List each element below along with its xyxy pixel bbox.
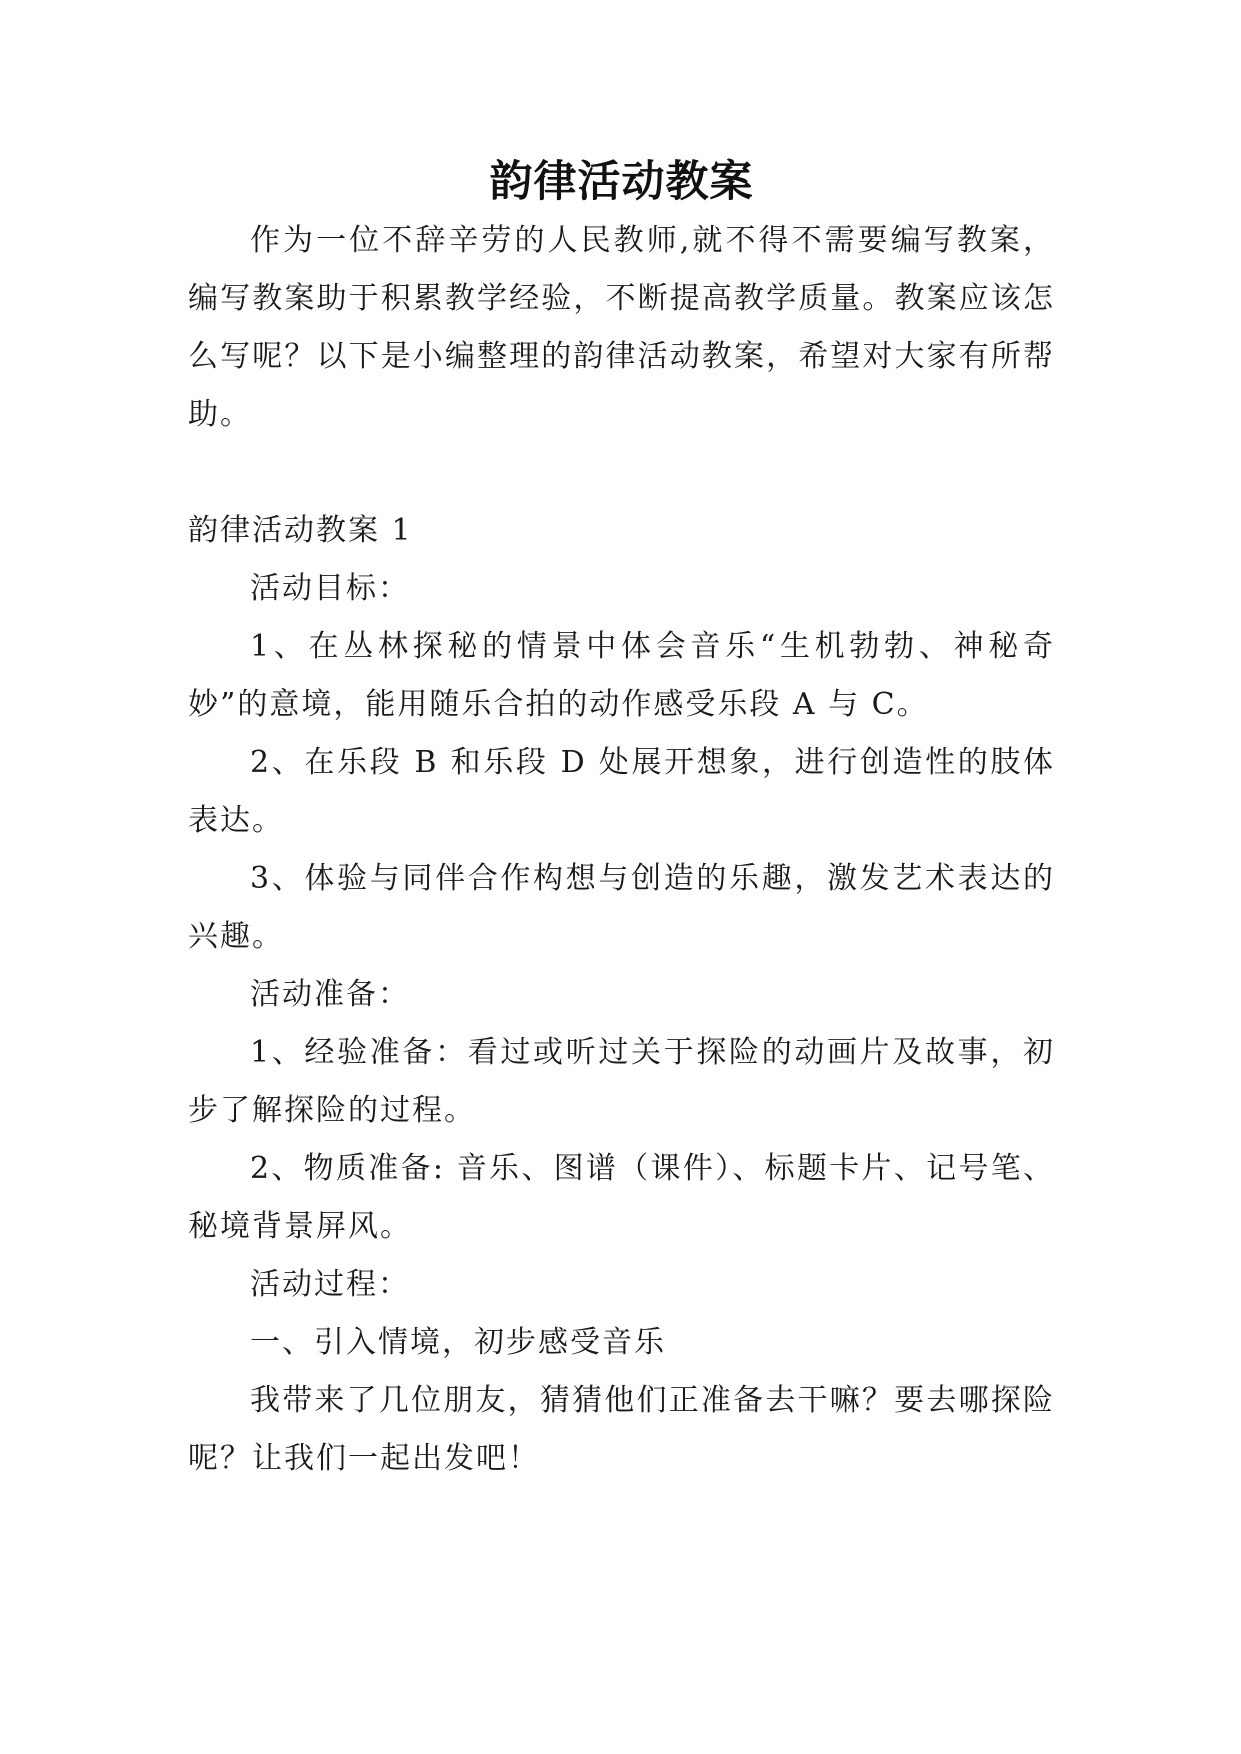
- process-heading: 活动过程：: [250, 1267, 410, 1302]
- process-step-1: 一、引入情境，初步感受音乐: [250, 1325, 666, 1360]
- section-heading: 韵律活动教案 1: [188, 513, 413, 548]
- goal-item-3: 3、体验与同伴合作构想与创造的乐趣，激发艺术表达的兴趣。: [188, 861, 1055, 954]
- goal-heading: 活动目标：: [250, 571, 410, 606]
- preparation-heading: 活动准备：: [250, 977, 410, 1012]
- preparation-item-2: 2、物质准备: 音乐、图谱（课件）、标题卡片、记号笔、秘境背景屏风。: [188, 1151, 1055, 1244]
- goal-item-2: 2、在乐段 B 和乐段 D 处展开想象，进行创造性的肢体表达。: [188, 745, 1055, 838]
- intro-paragraph: 作为一位不辞辛劳的人民教师,就不得不需要编写教案，编写教案助于积累教学经验，不断提高教学质量。教案应该怎么写呢？以下是小编整理的韵律活动教案，希望对大家有所帮助。: [188, 223, 1055, 432]
- process-paragraph: 我带来了几位朋友，猜猜他们正准备去干嘛？要去哪探险呢？让我们一起出发吧！: [188, 1383, 1055, 1476]
- document-title: 韵律活动教案: [489, 157, 754, 207]
- goal-item-1: 1、在丛林探秘的情景中体会音乐“生机勃勃、神秘奇妙”的意境，能用随乐合拍的动作感受乐段 A 与 C。: [188, 629, 1055, 722]
- preparation-item-1: 1、经验准备：看过或听过关于探险的动画片及故事，初步了解探险的过程。: [188, 1035, 1055, 1128]
